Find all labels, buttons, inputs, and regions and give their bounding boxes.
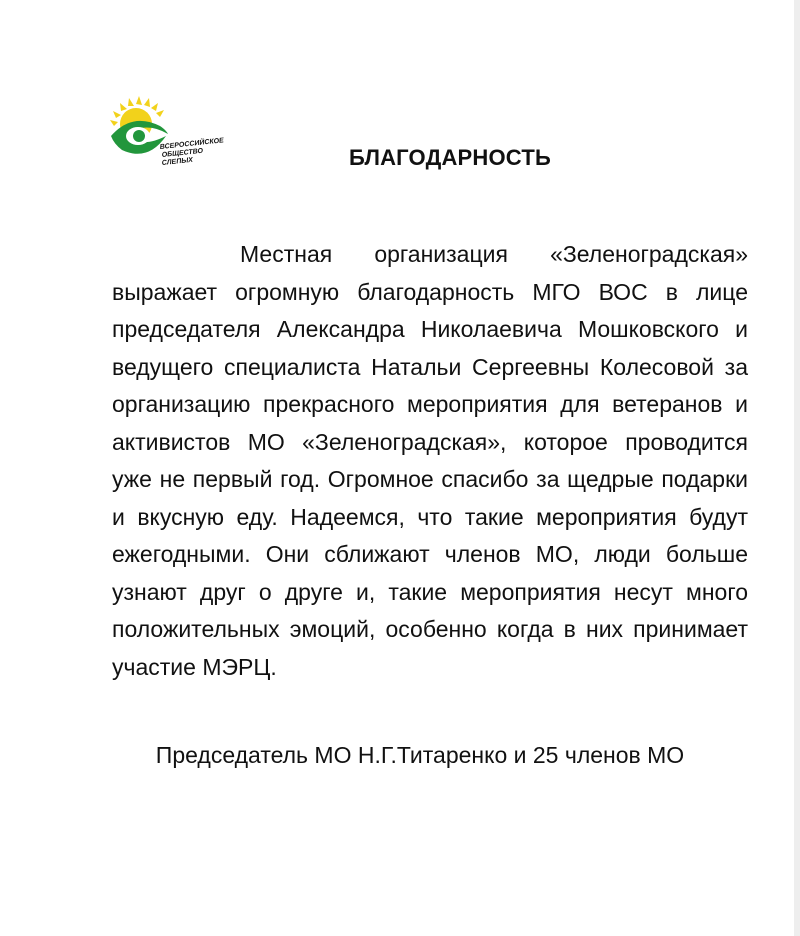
logo-text-line2: ОБЩЕСТВО (161, 147, 204, 159)
letter-body: Местная организация «Зеленоградская» выражает огромную благодарность МГО ВОС в лице председателя Александра Николаевича Мошковского и ведущего специалиста Натальи Сергеевны Колесовой за организацию прекрасного мероприятия для ветеранов и активистов МО «Зеленоградская», которое проводится уже не первый год. Огромное спасибо за щедрые подарки и вкусную еду. Надеемся, что такие мероприятия будут ежегодными. Они сближают членов МО, люди больше узнают друг о друге и, такие мероприятия несут много положительных эмоций, особенно когда в них принимает участие МЭРЦ. (112, 241, 748, 680)
logo-text-line1: ВСЕРОССИЙСКОЕ (159, 137, 225, 151)
logo-text-line3: СЛЕПЫХ (161, 156, 194, 167)
page-edge (794, 0, 800, 936)
document-title: БЛАГОДАРНОСТЬ (348, 145, 552, 170)
signature-line: Председатель МО Н.Г.Титаренко и 25 членов МО (155, 742, 685, 768)
